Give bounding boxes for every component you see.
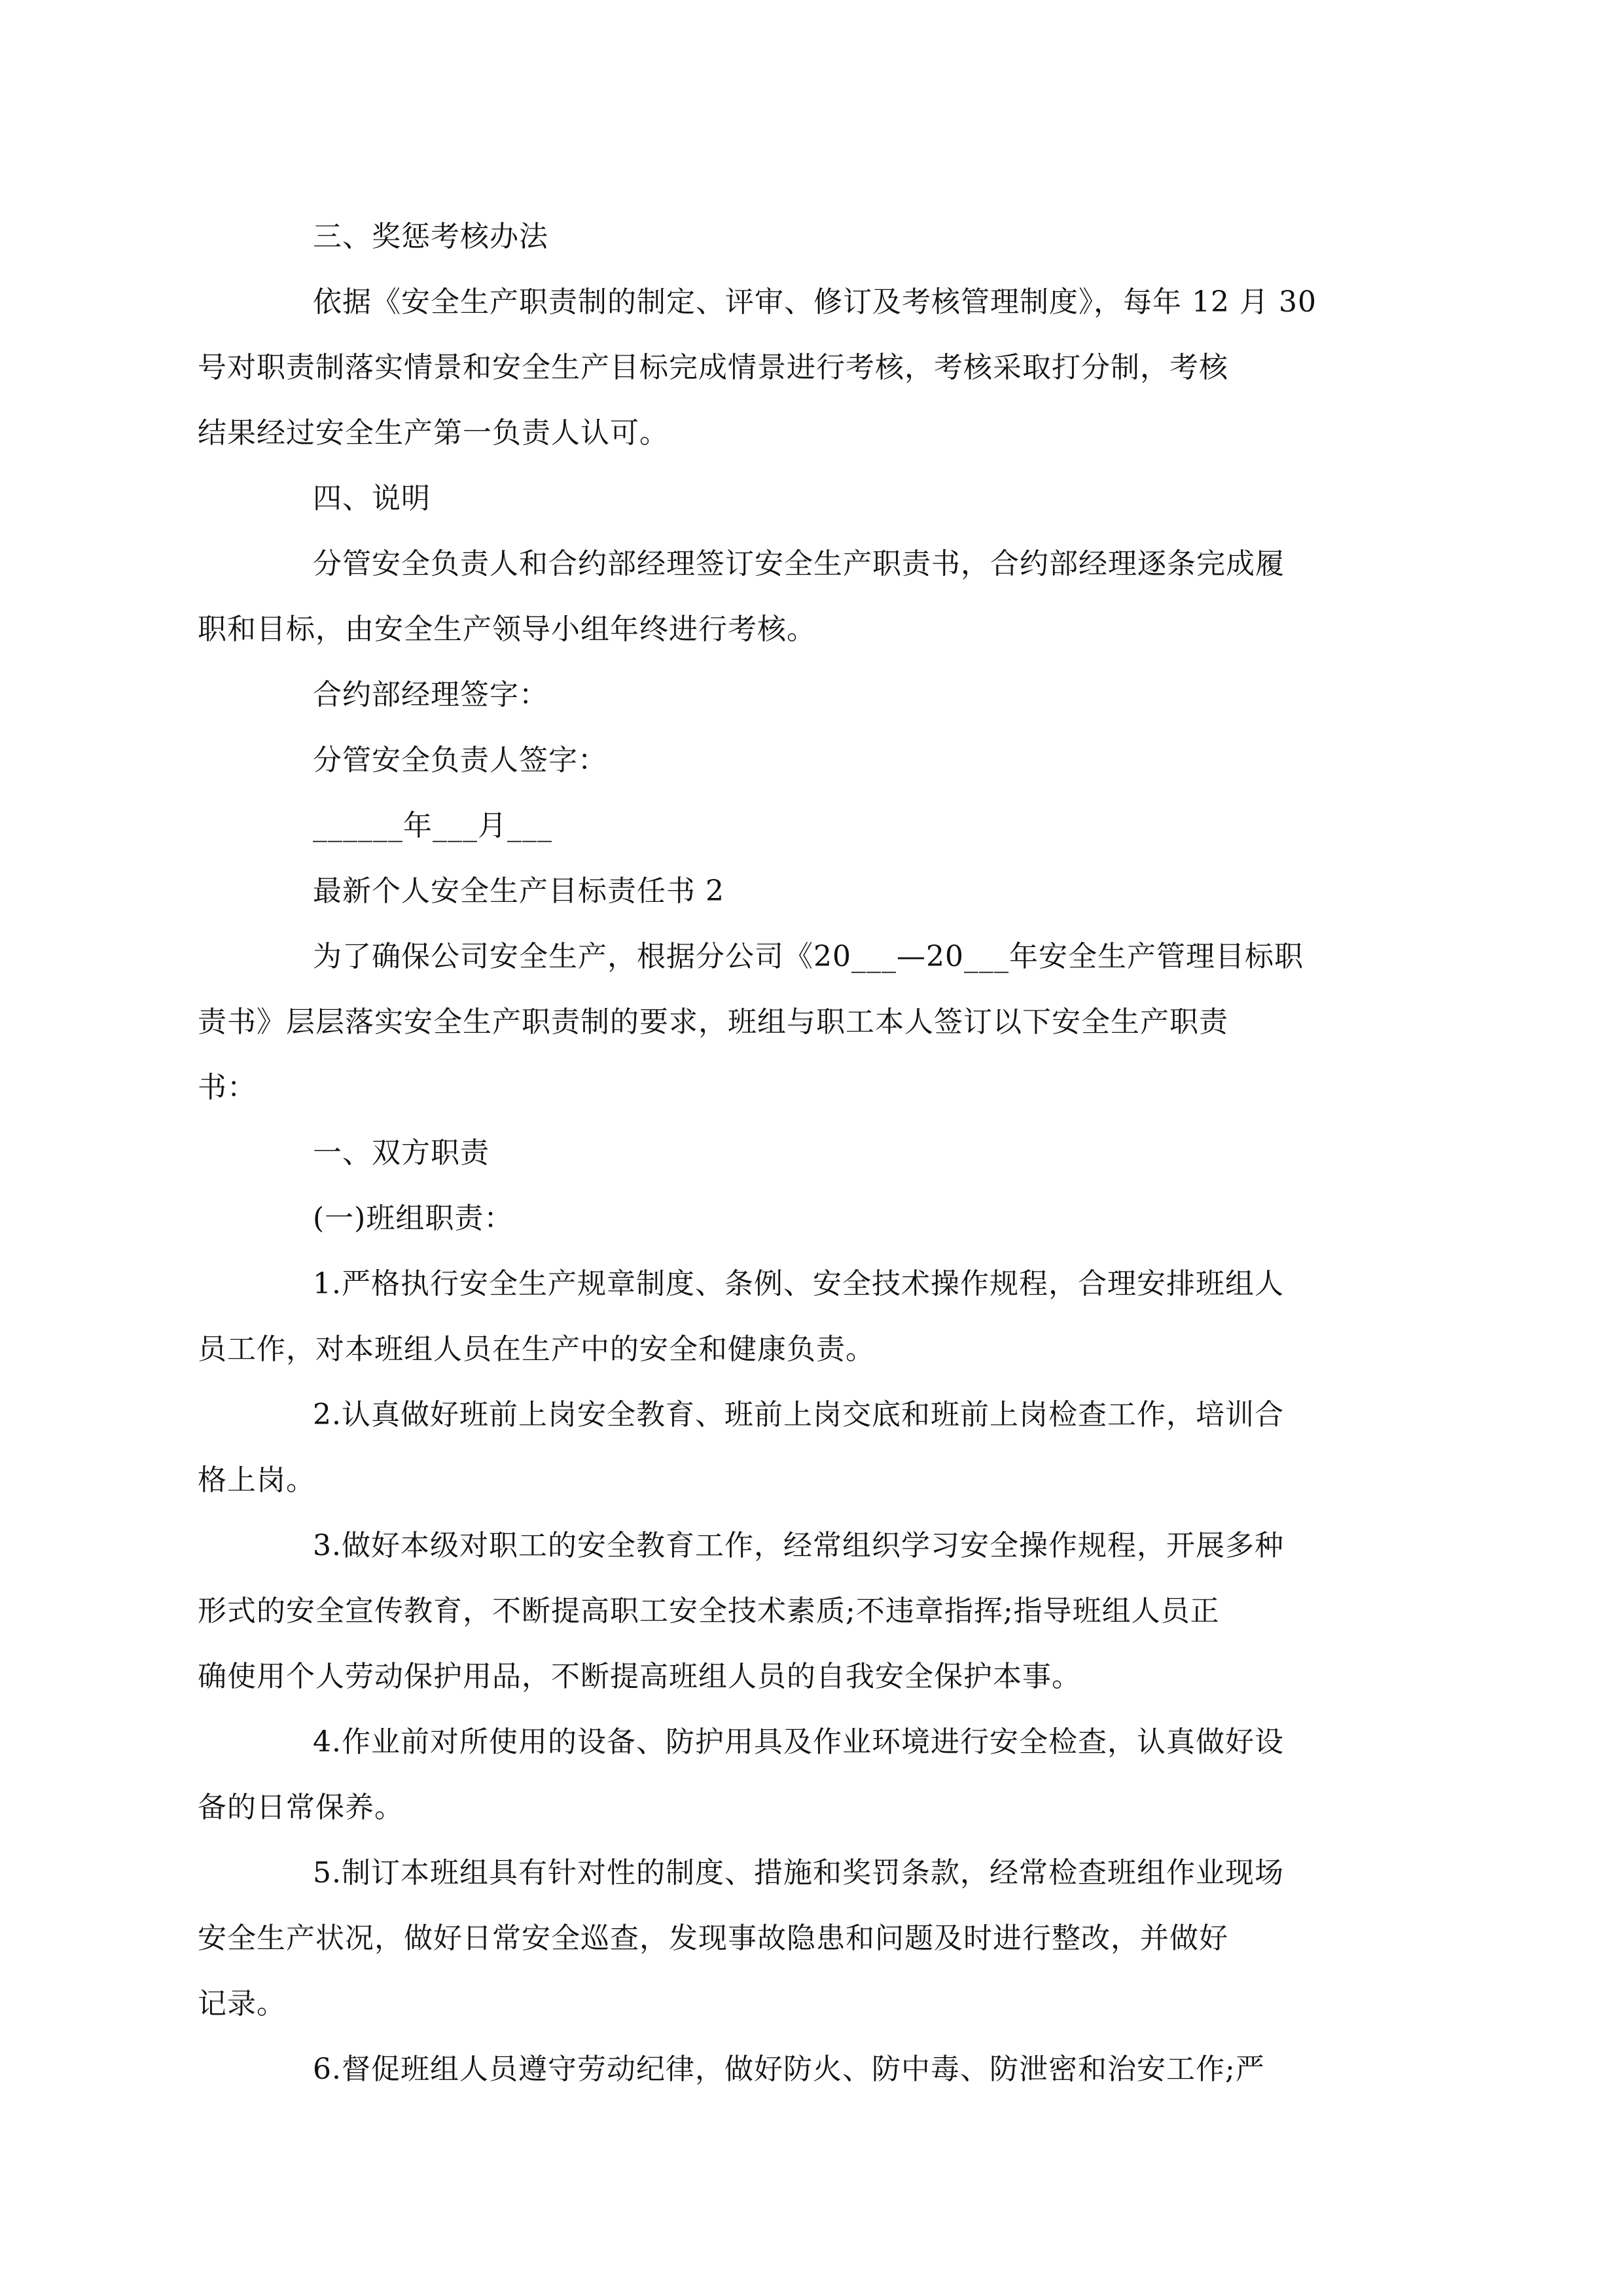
list-item-2-cont: 格上岗。 — [198, 1463, 315, 1497]
paragraph-line: 为了确保公司安全生产，根据分公司《20___—20___年安全生产管理目标职 — [313, 940, 1304, 973]
paragraph-line: 号对职责制落实情景和安全生产目标完成情景进行考核，考核采取打分制，考核 — [198, 351, 1228, 384]
section-heading-4: 四、说明 — [313, 482, 431, 515]
list-item-4-cont: 备的日常保养。 — [198, 1791, 404, 1824]
list-item-6: 6.督促班组人员遵守劳动纪律，做好防火、防中毒、防泄密和治安工作;严 — [313, 2053, 1265, 2086]
list-item-5: 5.制订本班组具有针对性的制度、措施和奖罚条款，经常检查班组作业现场 — [313, 1856, 1284, 1890]
list-item-3-cont: 确使用个人劳动保护用品，不断提高班组人员的自我安全保护本事。 — [198, 1660, 1081, 1693]
list-item-1: 1.严格执行安全生产规章制度、条例、安全技术操作规程，合理安排班组人 — [313, 1267, 1284, 1300]
list-item-5-cont: 记录。 — [198, 1987, 286, 2020]
paragraph-line: 书： — [198, 1071, 257, 1104]
document-subtitle: 最新个人安全生产目标责任书 2 — [313, 874, 724, 908]
list-item-4: 4.作业前对所使用的设备、防护用具及作业环境进行安全检查，认真做好设 — [313, 1725, 1284, 1759]
list-item-3: 3.做好本级对职工的安全教育工作，经常组织学习安全操作规程，开展多种 — [313, 1529, 1284, 1562]
date-line: ______年___月___ — [313, 809, 552, 842]
list-item-3-cont: 形式的安全宣传教育，不断提高职工安全技术素质;不违章指挥;指导班组人员正 — [198, 1594, 1220, 1628]
list-item-2: 2.认真做好班前上岗安全教育、班前上岗交底和班前上岗检查工作，培训合 — [313, 1398, 1284, 1431]
signature-line-safety: 分管安全负责人签字： — [313, 744, 607, 777]
signature-line-manager: 合约部经理签字： — [313, 678, 548, 711]
document-body — [198, 204, 1386, 2102]
list-item-5-cont: 安全生产状况，做好日常安全巡查，发现事故隐患和问题及时进行整改，并做好 — [198, 1922, 1228, 1955]
paragraph-line: 责书》层层落实安全生产职责制的要求，班组与职工本人签订以下安全生产职责 — [198, 1005, 1228, 1039]
paragraph-line: 分管安全负责人和合约部经理签订安全生产职责书，合约部经理逐条完成履 — [313, 547, 1285, 581]
section-heading-1: 一、双方职责 — [313, 1136, 490, 1170]
section-heading-3: 三、奖惩考核办法 — [313, 220, 548, 253]
paragraph-line: 职和目标，由安全生产领导小组年终进行考核。 — [198, 613, 816, 646]
paragraph-line: 依据《安全生产职责制的制定、评审、修订及考核管理制度》，每年 12 月 30 — [313, 285, 1317, 319]
list-item-1-cont: 员工作，对本班组人员在生产中的安全和健康负责。 — [198, 1333, 875, 1366]
paragraph-line: 结果经过安全生产第一负责人认可。 — [198, 416, 669, 450]
subsection-heading: (一)班组职责： — [313, 1202, 514, 1235]
